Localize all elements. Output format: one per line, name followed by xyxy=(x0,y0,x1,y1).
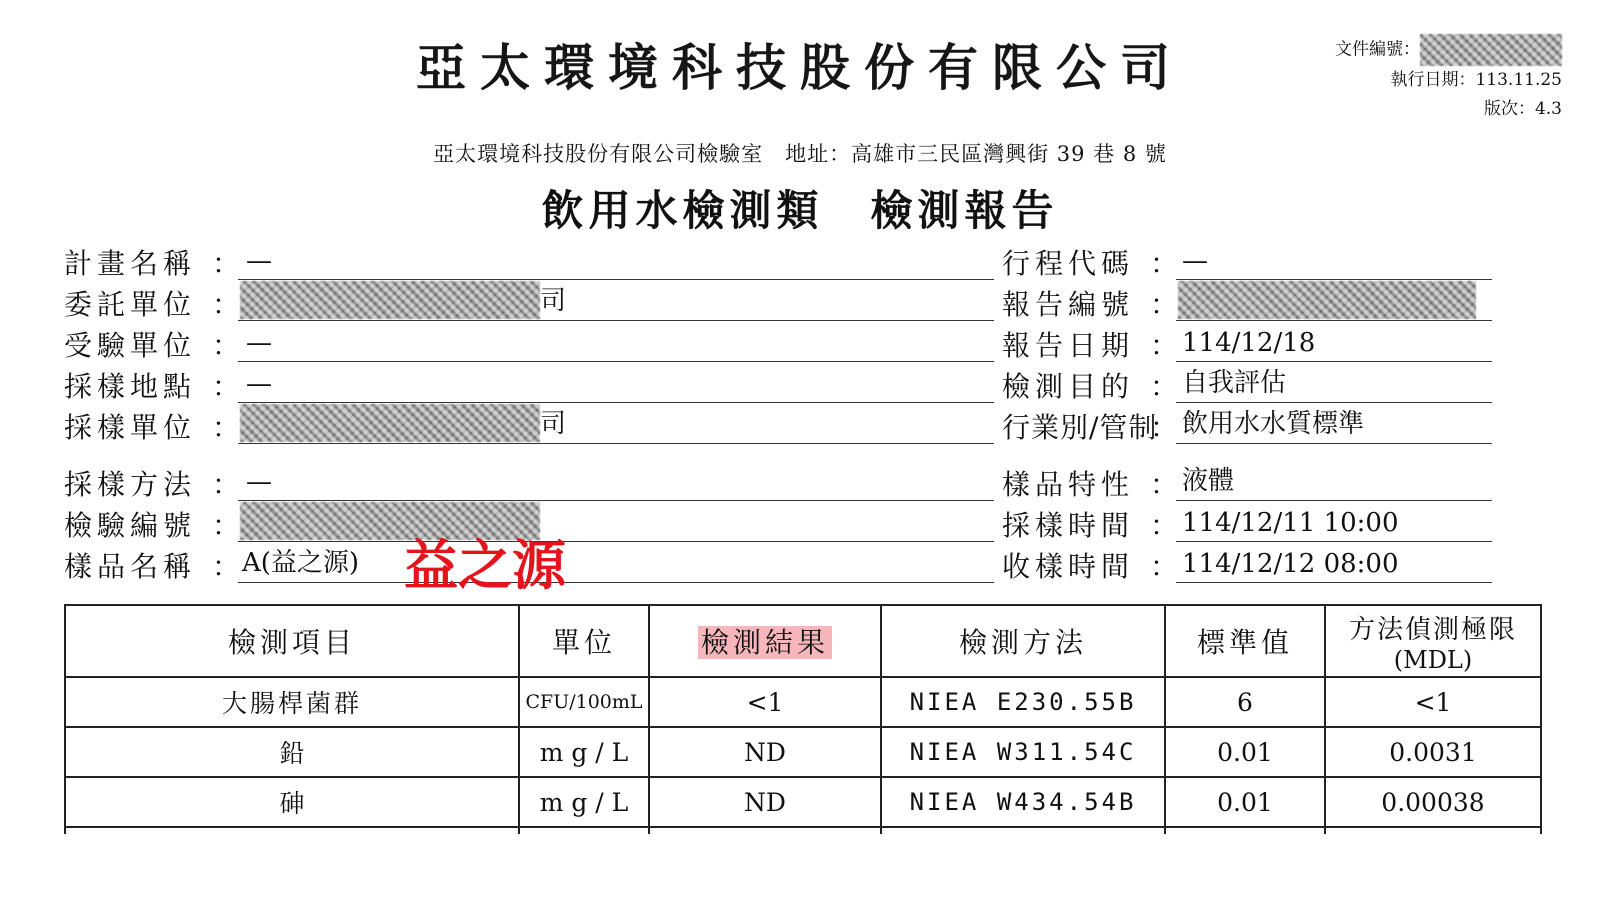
field-label: 行業別/管制 xyxy=(1002,411,1158,444)
results-table xyxy=(64,604,1542,834)
header-mdl-label: 方法偵測極限 xyxy=(1348,614,1517,645)
underline xyxy=(238,443,994,444)
field-value: 自我評估 xyxy=(1182,368,1287,398)
cell-item: 鉛 xyxy=(65,727,519,777)
field-value: — xyxy=(1182,246,1208,276)
field-project-name: 計畫名稱 ： — xyxy=(64,240,994,280)
header-method: 檢測方法 xyxy=(881,605,1165,677)
doc-number-label: 文件編號： xyxy=(1335,39,1420,60)
cell-standard: 0.01 xyxy=(1165,727,1325,777)
exec-date: 執行日期：113.11.25 xyxy=(1390,70,1562,90)
field-value: 司 xyxy=(540,409,567,439)
field-label: 收樣時間 xyxy=(1002,550,1135,583)
underline xyxy=(1176,541,1492,542)
underline xyxy=(238,361,994,362)
field-value: — xyxy=(246,467,272,497)
cell-mdl: 0.00038 xyxy=(1325,777,1541,827)
cell-item: 砷 xyxy=(65,777,519,827)
field-report-date: 報告日期 ： 114/12/18 xyxy=(1002,322,1492,362)
field-value: A(益之源) xyxy=(242,548,360,578)
field-sample-name: 樣品名稱 ： A(益之源) xyxy=(64,543,994,583)
underline xyxy=(238,279,994,280)
cell-mdl: <1 xyxy=(1325,677,1541,727)
field-label: 報告日期 xyxy=(1002,329,1135,362)
field-label: 樣品特性 xyxy=(1002,468,1135,501)
underline xyxy=(238,320,994,321)
lab-address: 亞太環境科技股份有限公司檢驗室 地址：高雄市三民區灣興街 39 巷 8 號 xyxy=(433,142,1167,166)
cell-result: <1 xyxy=(649,677,881,727)
field-sampling-location: 採樣地點 ： — xyxy=(64,363,994,403)
field-label: 檢測目的 xyxy=(1002,370,1135,403)
field-label: 採樣時間 xyxy=(1002,509,1135,542)
field-label: 計畫名稱 xyxy=(64,247,197,280)
document-meta xyxy=(1335,34,1562,124)
highlighted-result-header: 檢測結果 xyxy=(698,626,832,659)
field-sample-property: 樣品特性 ： 液體 xyxy=(1002,461,1492,501)
redacted-sampling-unit xyxy=(240,404,540,442)
table-row xyxy=(65,677,1541,727)
field-value: — xyxy=(246,328,272,358)
field-label: 採樣單位 xyxy=(64,411,197,444)
header-mdl xyxy=(1325,605,1541,677)
underline xyxy=(238,582,994,583)
field-label: 報告編號 xyxy=(1002,288,1135,321)
cell-item: 大腸桿菌群 xyxy=(65,677,519,727)
field-label: 檢驗編號 xyxy=(64,509,197,542)
cell-method: NIEA W434.54B xyxy=(881,777,1165,827)
underline xyxy=(1176,582,1492,583)
underline xyxy=(1176,500,1492,501)
redacted-doc-number xyxy=(1420,34,1562,66)
field-sampling-time: 採樣時間 ： 114/12/11 10:00 xyxy=(1002,502,1492,542)
version: 版次：4.3 xyxy=(1483,99,1562,119)
field-value: — xyxy=(246,369,272,399)
cell-mdl: 0.0031 xyxy=(1325,727,1541,777)
field-industry-regulation: 行業別/管制 ： 飲用水水質標準 xyxy=(1002,404,1492,444)
field-sampling-unit: 採樣單位 ： 司 xyxy=(64,404,994,444)
field-test-purpose: 檢測目的 ： 自我評估 xyxy=(1002,363,1492,403)
field-receipt-time: 收樣時間 ： 114/12/12 08:00 xyxy=(1002,543,1492,583)
table-row xyxy=(65,777,1541,827)
underline xyxy=(1176,279,1492,280)
field-label: 受驗單位 xyxy=(64,329,197,362)
header-standard: 標準值 xyxy=(1165,605,1325,677)
field-value: 飲用水水質標準 xyxy=(1182,409,1365,439)
field-client: 委託單位 ： 司 xyxy=(64,281,994,321)
field-value: 114/12/12 08:00 xyxy=(1182,549,1399,579)
cell-unit: m g / L xyxy=(519,727,649,777)
field-itinerary-code: 行程代碼 ： — xyxy=(1002,240,1492,280)
underline xyxy=(238,402,994,403)
field-report-number: 報告編號 ： xyxy=(1002,281,1492,321)
table-row xyxy=(65,727,1541,777)
underline xyxy=(238,500,994,501)
cell-unit: CFU/100mL xyxy=(519,677,649,727)
field-value: 114/12/18 xyxy=(1182,328,1316,358)
field-label: 行程代碼 xyxy=(1002,247,1135,280)
field-label: 委託單位 xyxy=(64,288,197,321)
company-name: 亞太環境科技股份有限公司 xyxy=(416,38,1184,97)
field-value: 114/12/11 10:00 xyxy=(1182,508,1399,538)
field-sampling-method: 採樣方法 ： — xyxy=(64,461,994,501)
field-value: — xyxy=(246,246,272,276)
cell-method: NIEA W311.54C xyxy=(881,727,1165,777)
underline xyxy=(1176,320,1492,321)
field-label: 採樣地點 xyxy=(64,370,197,403)
field-label: 採樣方法 xyxy=(64,468,197,501)
cell-standard: 0.01 xyxy=(1165,777,1325,827)
redacted-report-number xyxy=(1178,281,1476,319)
cell-standard: 6 xyxy=(1165,677,1325,727)
field-value: 司 xyxy=(540,286,567,316)
report-title: 飲用水檢測類 檢測報告 xyxy=(541,186,1059,235)
header-mdl-abbrev: (MDL) xyxy=(1393,645,1473,674)
cell-unit: m g / L xyxy=(519,777,649,827)
annotation-brand-name: 益之源 xyxy=(404,534,566,597)
cell-result: ND xyxy=(649,777,881,827)
header-unit: 單位 xyxy=(519,605,649,677)
redacted-client xyxy=(240,281,540,319)
cell-method: NIEA E230.55B xyxy=(881,677,1165,727)
table-header-row xyxy=(65,605,1541,677)
field-inspected-unit: 受驗單位 ： — xyxy=(64,322,994,362)
field-value: 液體 xyxy=(1182,466,1235,496)
table-row-cutoff xyxy=(65,827,1541,834)
doc-number-row xyxy=(1335,34,1562,66)
cell-result: ND xyxy=(649,727,881,777)
underline xyxy=(1176,443,1492,444)
header-item: 檢測項目 xyxy=(65,605,519,677)
field-label: 樣品名稱 xyxy=(64,550,197,583)
header-result xyxy=(649,605,881,677)
field-inspection-number: 檢驗編號 ： xyxy=(64,502,994,542)
